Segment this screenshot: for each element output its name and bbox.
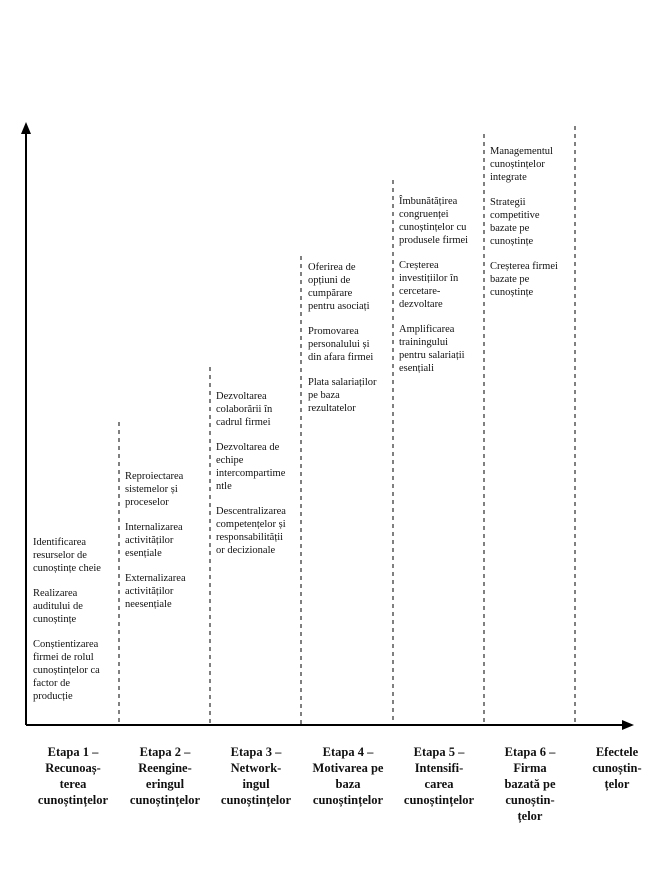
stage-6-item-3: Creșterea firmei bazate pe cunoștințe	[490, 261, 558, 298]
stage-2-item-2: Internalizarea activităților esențiale	[125, 522, 183, 559]
stage-5-item-3: Amplificarea trainingului pentru salariații esențiali	[399, 324, 465, 374]
stage-2-items	[125, 470, 209, 623]
stage-4-items	[308, 261, 392, 427]
stage-3-items	[216, 390, 300, 569]
stage-2-label: Etapa 2 – Reengine- eringul cunoștințelor	[129, 745, 201, 807]
stage-5-item-1: Îmbunătățirea congruenței cunoștințelor cu produsele firmei	[399, 196, 469, 246]
stage-1-label: Etapa 1 – Recunoaș- terea cunoștințelor	[37, 745, 109, 807]
stage-1-item-1: Identificarea resurselor de cunoștințe cheie	[33, 537, 101, 574]
stage-4-item-3: Plata salariaților pe baza rezultatelor	[308, 377, 377, 414]
stage-4-item-2: Promovarea personalului și din afara firmei	[308, 326, 374, 363]
stage-3-item-1: Dezvoltarea colaborării în cadrul firmei	[216, 391, 273, 428]
horizontal-axis-arrow-icon	[622, 720, 634, 730]
final-label: Efectele cunoștin- țelor	[592, 745, 642, 791]
stage-6-items	[490, 145, 574, 311]
stage-6-item-1: Managementul cunoștințelor integrate	[490, 146, 553, 183]
stage-5-item-2: Creșterea investițiilor în cercetare- dezvoltare	[399, 260, 459, 310]
stage-4-label: Etapa 4 – Motivarea pe baza cunoștințelor	[312, 745, 384, 807]
stage-1-items	[33, 536, 119, 715]
stage-1-item-3: Conștientizarea firmei de rolul cunoștințelor ca factor de producție	[33, 639, 100, 702]
stage-6-item-2: Strategii competitive bazate pe cunoștințe	[490, 197, 540, 247]
stage-6-label: Etapa 6 – Firma bazată pe cunoștin- țelor	[504, 745, 556, 823]
vertical-axis-arrow-icon	[21, 122, 31, 134]
stage-1-item-2: Realizarea auditului de cunoștințe	[33, 588, 83, 625]
stage-5-label: Etapa 5 – Intensifi- carea cunoștințelor	[403, 745, 475, 807]
stage-3-item-3: Descentralizarea competențelor și responsabilității or decizionale	[216, 506, 286, 556]
stage-3-item-2: Dezvoltarea de echipe intercompartime ntle	[216, 442, 286, 492]
stage-3-label: Etapa 3 – Network- ingul cunoștințelor	[220, 745, 292, 807]
stage-2-item-1: Reproiectarea sistemelor și proceselor	[125, 471, 184, 508]
stage-2-item-3: Externalizarea activităților neesențiale	[125, 573, 186, 610]
stage-5-items	[399, 195, 483, 387]
stage-4-item-1: Oferirea de opțiuni de cumpărare pentru asociați	[308, 262, 370, 312]
